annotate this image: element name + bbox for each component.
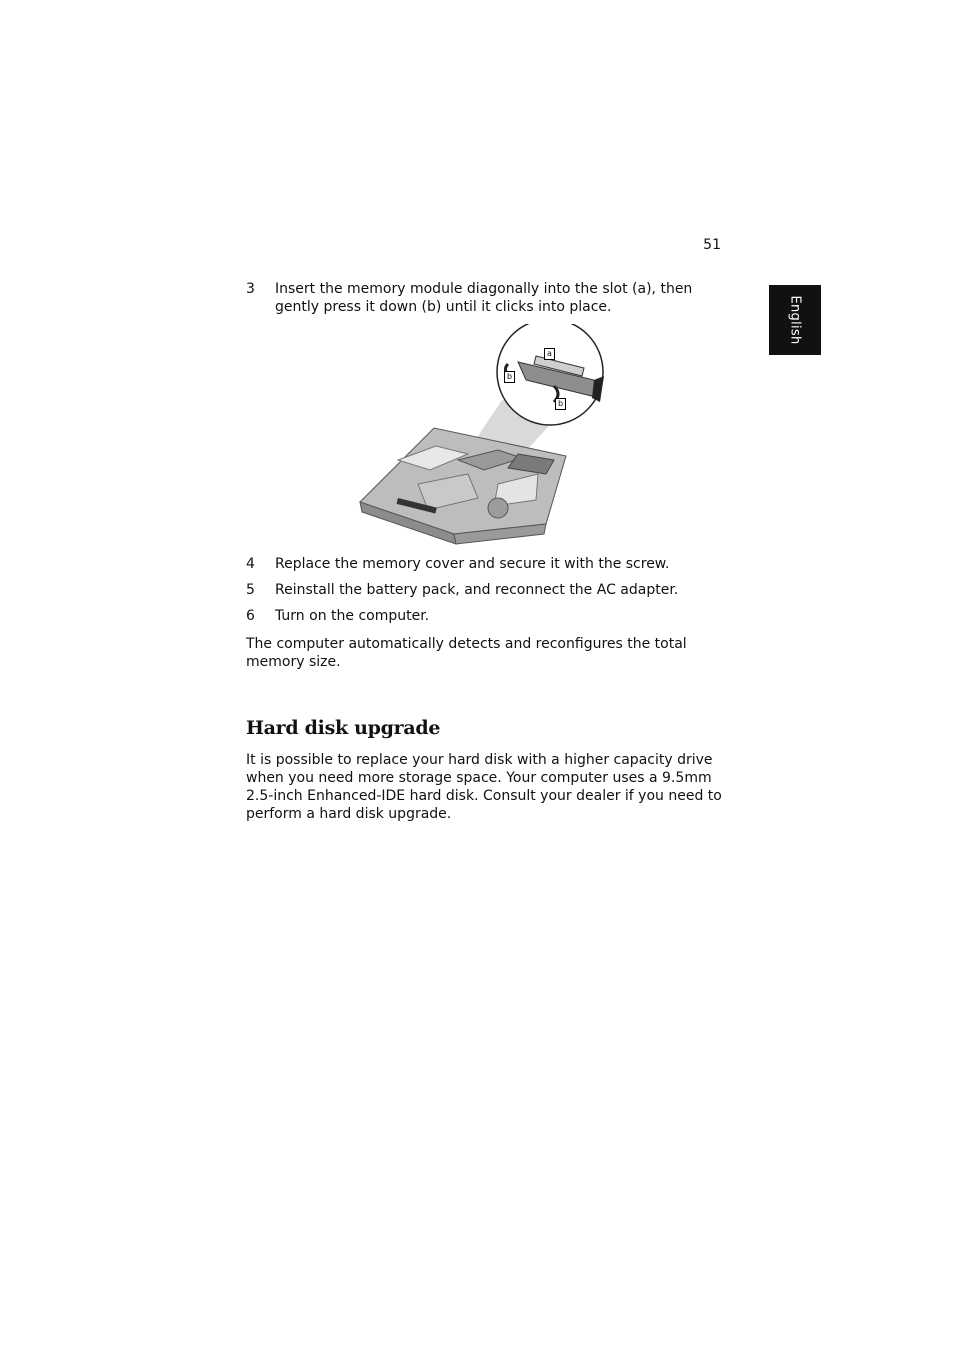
step-number: 3: [246, 281, 255, 297]
step-number: 6: [246, 608, 255, 624]
hard-disk-paragraph: It is possible to replace your hard disk with a higher capacity drive when you need more storage space. Your computer uses a 9.5mm 2.5-inch Enhanced-IDE hard disk. Consult your dealer if you need to perform a hard disk upgrade.: [246, 752, 722, 822]
page-number: 51: [703, 237, 721, 253]
step-number: 4: [246, 556, 255, 572]
callout-b: b: [504, 371, 515, 383]
callout-b: b: [555, 398, 566, 410]
step-4: [246, 555, 726, 573]
step-number: 5: [246, 582, 255, 598]
step-text: Reinstall the battery pack, and reconnect the AC adapter.: [275, 582, 679, 598]
step-text: Insert the memory module diagonally into the slot (a), then gently press it down (b) until it clicks into place.: [275, 281, 693, 315]
step-5: [246, 581, 726, 599]
step-6: [246, 607, 726, 625]
auto-detect-paragraph: The computer automatically detects and reconfigures the total memory size.: [246, 636, 687, 670]
memory-install-figure: [358, 324, 634, 546]
step-text: Turn on the computer.: [275, 608, 430, 624]
section-heading: Hard disk upgrade: [246, 717, 441, 739]
callout-a: a: [544, 348, 555, 360]
step-3: [246, 280, 726, 316]
laptop-illustration: [358, 324, 634, 546]
language-side-tab: [769, 285, 821, 355]
language-label: English: [787, 295, 803, 345]
step-text: Replace the memory cover and secure it with the screw.: [275, 556, 670, 572]
